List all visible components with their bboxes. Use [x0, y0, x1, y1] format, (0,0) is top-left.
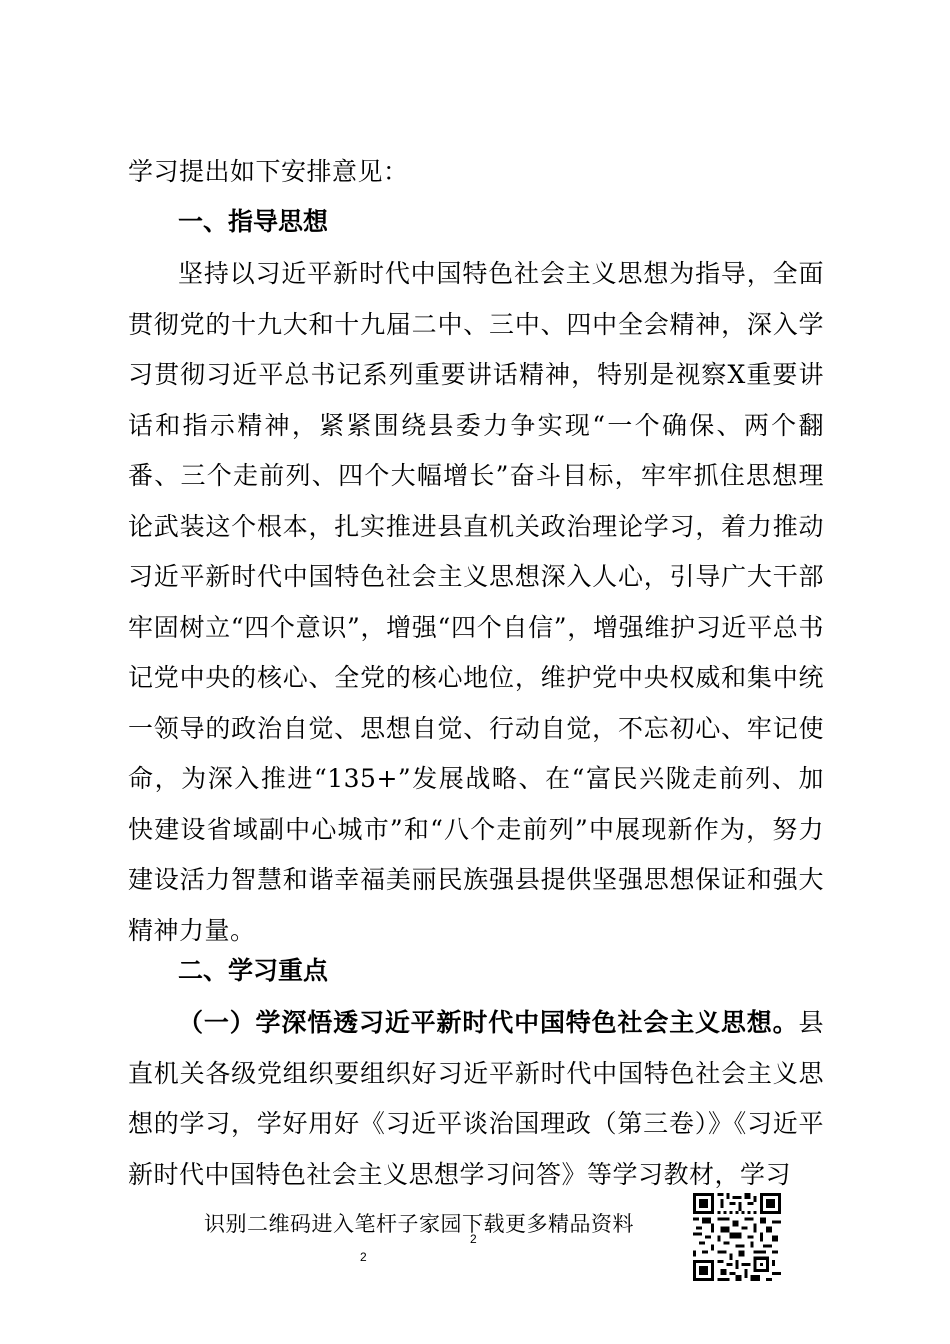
section2-item1-title: （一）学深悟透习近平新时代中国特色社会主义思想。 — [178, 1008, 799, 1037]
page-number: 2 — [360, 1250, 367, 1264]
section2-heading: 二、学习重点 — [178, 956, 329, 985]
section1-heading: 一、指导思想 — [178, 207, 329, 236]
promo-text: 识别二维码进入笔杆子家园下载更多精品资料 — [204, 1212, 634, 1236]
qr-code-icon[interactable] — [693, 1193, 781, 1281]
section2-item1-body: 县直机关各级党组织要组织好习近平新时代中国特色社会主义思想的学习，学好用好《习近平谈治国理政（第三卷）》《习近平新时代中国特色社会主义思想学习问答》等学习教材，学习 — [128, 1008, 824, 1189]
page-number-inline: 2 — [470, 1232, 477, 1246]
section1-body: 坚持以习近平新时代中国特色社会主义思想为指导，全面贯彻党的十九大和十九届二中、三中、四中全会精神，深入学习贯彻习近平总书记系列重要讲话精神，特别是视察X重要讲话和指示精神，紧紧围绕县委力争实现“一个确保、两个翻番、三个走前列、四个大幅增长”奋斗目标，牢牢抓住思想理论武装这个根本，扎实推进县直机关政治理论学习，着力推动习近平新时代中国特色社会主义思想深入人心，引导广大干部牢固树立“四个意识”，增强“四个自信”，增强维护习近平总书记党中央的核心、全党的核心地位，维护党中央权威和集中统一领导的政治自觉、思想自觉、行动自觉，不忘初心、牢记使命，为深入推进“135+”发展战略、在“富民兴陇走前列、加快建设省域副中心城市”和“八个走前列”中展现新作为，努力建设活力智慧和谐幸福美丽民族强县提供坚强思想保证和强大精神力量。 — [128, 259, 824, 945]
section2-item1 — [128, 998, 824, 1200]
intro-line: 学习提出如下安排意见： — [128, 157, 409, 186]
